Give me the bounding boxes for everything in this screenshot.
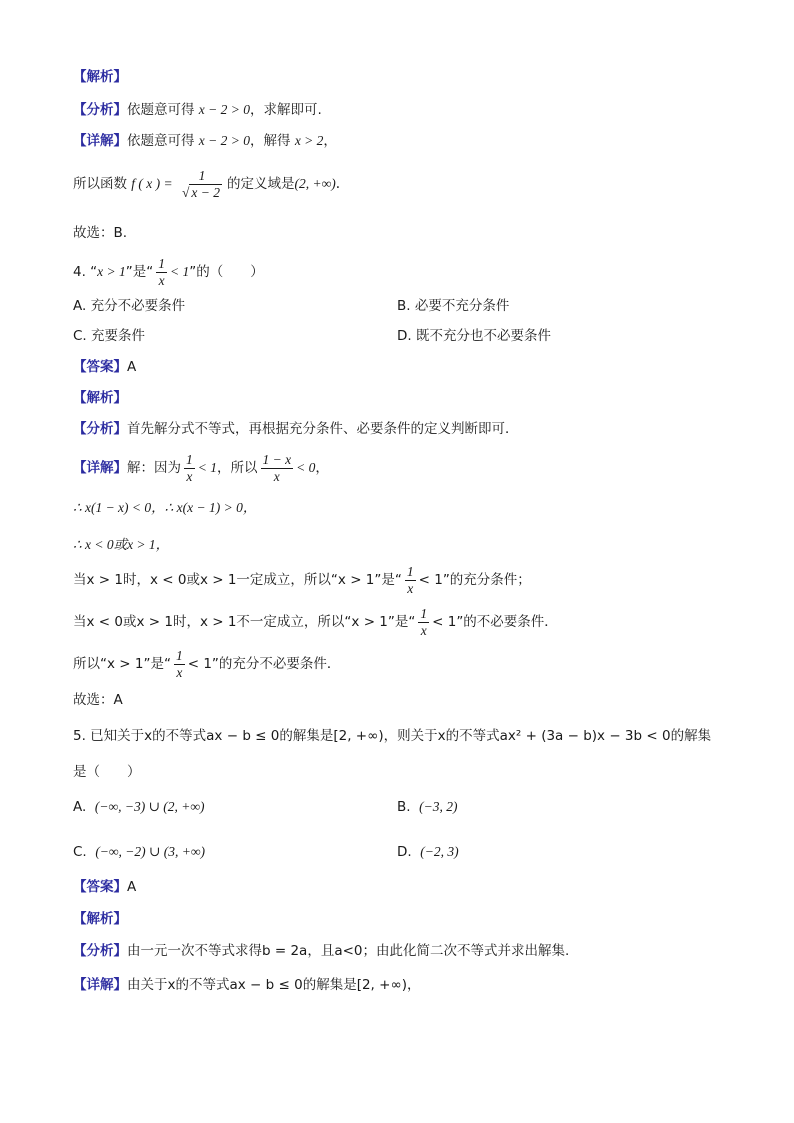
math: < 1 [197,460,217,475]
denominator: x [186,469,193,484]
q4-step-6 [73,646,340,682]
numerator: 1 [406,564,414,579]
fraction [174,648,185,681]
q4-step-2 [73,499,256,517]
answer-tag: 【答案】 [73,879,127,895]
denominator: x [420,623,427,638]
text: 5. 已知关于x的不等式ax − b ≤ 0的解集是[2, +∞)，则关于x的不等式ax² + (3a − b)x − 3b < 0的解集 [73,728,712,744]
fraction [261,452,294,485]
fenxi-tag: 【分析】 [73,102,127,118]
q3-choice [73,224,127,242]
q3-fenxi-line [73,101,322,119]
q4-option-c[interactable] [73,327,145,345]
option-label: B. [397,298,411,314]
q4-xiangjie-line [73,450,329,486]
q5-fenxi-line [73,942,569,960]
q4-option-d[interactable] [397,327,551,345]
denominator: x [176,665,183,680]
text: 是（ ） [73,764,141,780]
q3-xiangjie-line [73,132,337,150]
q4-option-a[interactable] [73,297,185,315]
q5-stem-line1 [73,727,711,745]
q3-analysis-heading [73,68,127,86]
text: < 1”的充分不必要条件． [187,656,341,672]
text: 首先解分式不等式，再根据充分条件、必要条件的定义判断即可． [127,421,519,437]
math: x − 2 > 0 [198,102,251,117]
q4-option-b[interactable] [397,297,509,315]
fraction [156,256,167,289]
text: 故选：A [73,692,123,708]
math: x − 2 > 0 [198,133,251,148]
q4-step-3 [73,536,169,554]
xiangjie-tag: 【详解】 [73,133,127,149]
text: 的定义域是 [226,176,295,192]
numerator: 1 [420,606,428,621]
q5-analysis-heading [73,910,127,928]
denominator: x [158,273,165,288]
q4-answer [73,358,136,376]
math: < 0 [296,460,316,475]
text: 依题意可得 [127,102,195,118]
answer-tag: 【答案】 [73,359,127,375]
numerator: 1 [175,648,183,663]
radicand: x − 2 [191,185,220,200]
analysis-tag: 【解析】 [73,911,127,927]
analysis-tag: 【解析】 [73,69,127,85]
math: < 1 [170,264,190,279]
option-label: A. [73,298,87,314]
math-line: ∴ x(1 − x) < 0，∴ x(x − 1) > 0， [73,500,257,515]
option-text: 充分不必要条件 [90,298,186,314]
option-text: (−3, 2) [419,799,458,814]
text: < 1”的不必要条件． [432,614,558,630]
option-text: 既不充分也不必要条件 [415,328,551,344]
option-label: A. [73,799,87,815]
text: ， [323,133,337,149]
option-text: 必要不充分条件 [414,298,510,314]
q5-xiangjie-line [73,976,420,994]
text: 当x > 1时，x < 0或x > 1一定成立，所以“x > 1”是“ [73,572,402,588]
denominator: x [273,469,280,484]
numerator: 1 [186,452,193,467]
answer-value: A [127,879,137,895]
denominator: √ x − 2 [181,185,220,200]
fenxi-tag: 【分析】 [73,421,127,437]
math: x > 1 [97,264,126,279]
text: ， [315,460,329,476]
fraction [180,168,224,201]
math: x > 2 [294,133,324,148]
q5-stem-line2 [73,763,141,781]
q4-step-5 [73,604,558,640]
q4-choice [73,691,123,709]
option-text: (−∞, −2) ∪ (3, +∞) [95,844,205,859]
option-text: (−2, 3) [420,844,459,859]
answer-value: A [127,359,137,375]
option-text: (−∞, −3) ∪ (2, +∞) [94,799,205,814]
option-label: C. [73,328,87,344]
text: < 1”的充分条件； [418,572,531,588]
q4-stem [73,256,264,289]
q5-option-b[interactable] [397,798,458,816]
text: 由一元一次不等式求得b = 2a，且a<0；由此化简二次不等式并求出解集. [127,943,570,959]
text: . [335,176,340,192]
text: 解：因为 [127,460,181,476]
text: 故选：B. [73,225,128,241]
numerator: 1 [158,256,166,271]
q5-option-d[interactable] [397,843,459,861]
text: ，求解即可. [250,102,322,118]
option-label: D. [397,328,412,344]
math: (2, +∞) [294,176,336,191]
denominator: x [407,581,414,596]
option-label: D. [397,844,412,860]
text: ”是“ [125,264,154,280]
text: ”的（ ） [189,264,264,280]
q4-analysis-heading [73,389,127,407]
text: 当x < 0或x > 1时，x > 1不一定成立，所以“x > 1”是“ [73,614,416,630]
xiangjie-tag: 【详解】 [73,977,127,993]
option-text: 充要条件 [91,328,146,344]
q5-option-a[interactable] [73,798,205,816]
option-label: B. [397,799,411,815]
option-label: C. [73,844,87,860]
text: 依题意可得 [127,133,195,149]
q3-domain-line [73,166,340,202]
text: ，解得 [250,133,291,149]
numerator: 1 − x [262,452,292,467]
q4-fenxi-line [73,420,519,438]
math: f ( x ) = [131,176,173,191]
text: 所以函数 [73,176,127,192]
fraction [418,606,429,639]
text: 4. “ [73,264,98,280]
q4-step-4 [73,562,531,598]
fenxi-tag: 【分析】 [73,943,127,959]
analysis-tag: 【解析】 [73,390,127,406]
q5-answer [73,878,136,896]
xiangjie-tag: 【详解】 [73,460,127,476]
text: 由关于x的不等式ax − b ≤ 0的解集是[2, +∞)， [127,977,421,993]
math-line: ∴ x < 0或x > 1， [73,537,170,552]
fraction [405,564,416,597]
numerator: 1 [198,168,206,183]
fraction [184,452,195,485]
text: 所以“x > 1”是“ [73,656,171,672]
q5-option-c[interactable] [73,843,205,861]
text: ，所以 [217,460,258,476]
